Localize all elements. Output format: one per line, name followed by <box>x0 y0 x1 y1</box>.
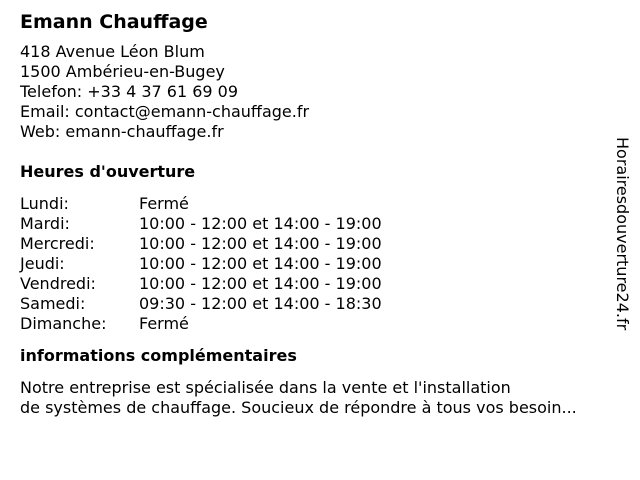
hours-day: Mercredi: <box>20 234 95 253</box>
web-line: Web: emann-chauffage.fr <box>20 122 224 141</box>
hours-table <box>20 194 610 334</box>
hours-day: Vendredi: <box>20 274 96 293</box>
contact-block <box>20 42 610 142</box>
address-city: 1500 Ambérieu-en-Bugey <box>20 62 225 81</box>
hours-row-friday <box>20 274 610 294</box>
address-street: 418 Avenue Léon Blum <box>20 42 205 61</box>
hours-row-wednesday <box>20 234 610 254</box>
description-line-2: de systèmes de chauffage. Soucieux de répondre à tous vos besoin... <box>20 398 577 417</box>
hours-day: Dimanche: <box>20 314 107 333</box>
email-line: Email: contact@emann-chauffage.fr <box>20 102 310 121</box>
hours-day: Lundi: <box>20 194 69 213</box>
info-description <box>20 378 610 418</box>
info-heading: informations complémentaires <box>20 346 297 365</box>
hours-row-saturday <box>20 294 610 314</box>
hours-value: Fermé <box>139 314 189 333</box>
hours-day: Samedi: <box>20 294 86 313</box>
business-card <box>20 10 610 418</box>
hours-value: Fermé <box>139 194 189 213</box>
business-name: Emann Chauffage <box>20 11 208 33</box>
hours-value: 09:30 - 12:00 et 14:00 - 18:30 <box>139 294 382 313</box>
hours-day: Mardi: <box>20 214 70 233</box>
hours-row-sunday <box>20 314 610 334</box>
phone-line: Telefon: +33 4 37 61 69 09 <box>20 82 239 101</box>
hours-day: Jeudi: <box>20 254 65 273</box>
hours-row-monday <box>20 194 610 214</box>
hours-row-tuesday <box>20 214 610 234</box>
hours-value: 10:00 - 12:00 et 14:00 - 19:00 <box>139 274 382 293</box>
hours-value: 10:00 - 12:00 et 14:00 - 19:00 <box>139 234 382 253</box>
hours-heading: Heures d'ouverture <box>20 162 196 181</box>
description-line-1: Notre entreprise est spécialisée dans la vente et l'installation <box>20 378 511 397</box>
hours-value: 10:00 - 12:00 et 14:00 - 19:00 <box>139 214 382 233</box>
hours-value: 10:00 - 12:00 et 14:00 - 19:00 <box>139 254 382 273</box>
hours-row-thursday <box>20 254 610 274</box>
site-watermark: Horairesdouverture24.fr <box>613 137 632 331</box>
